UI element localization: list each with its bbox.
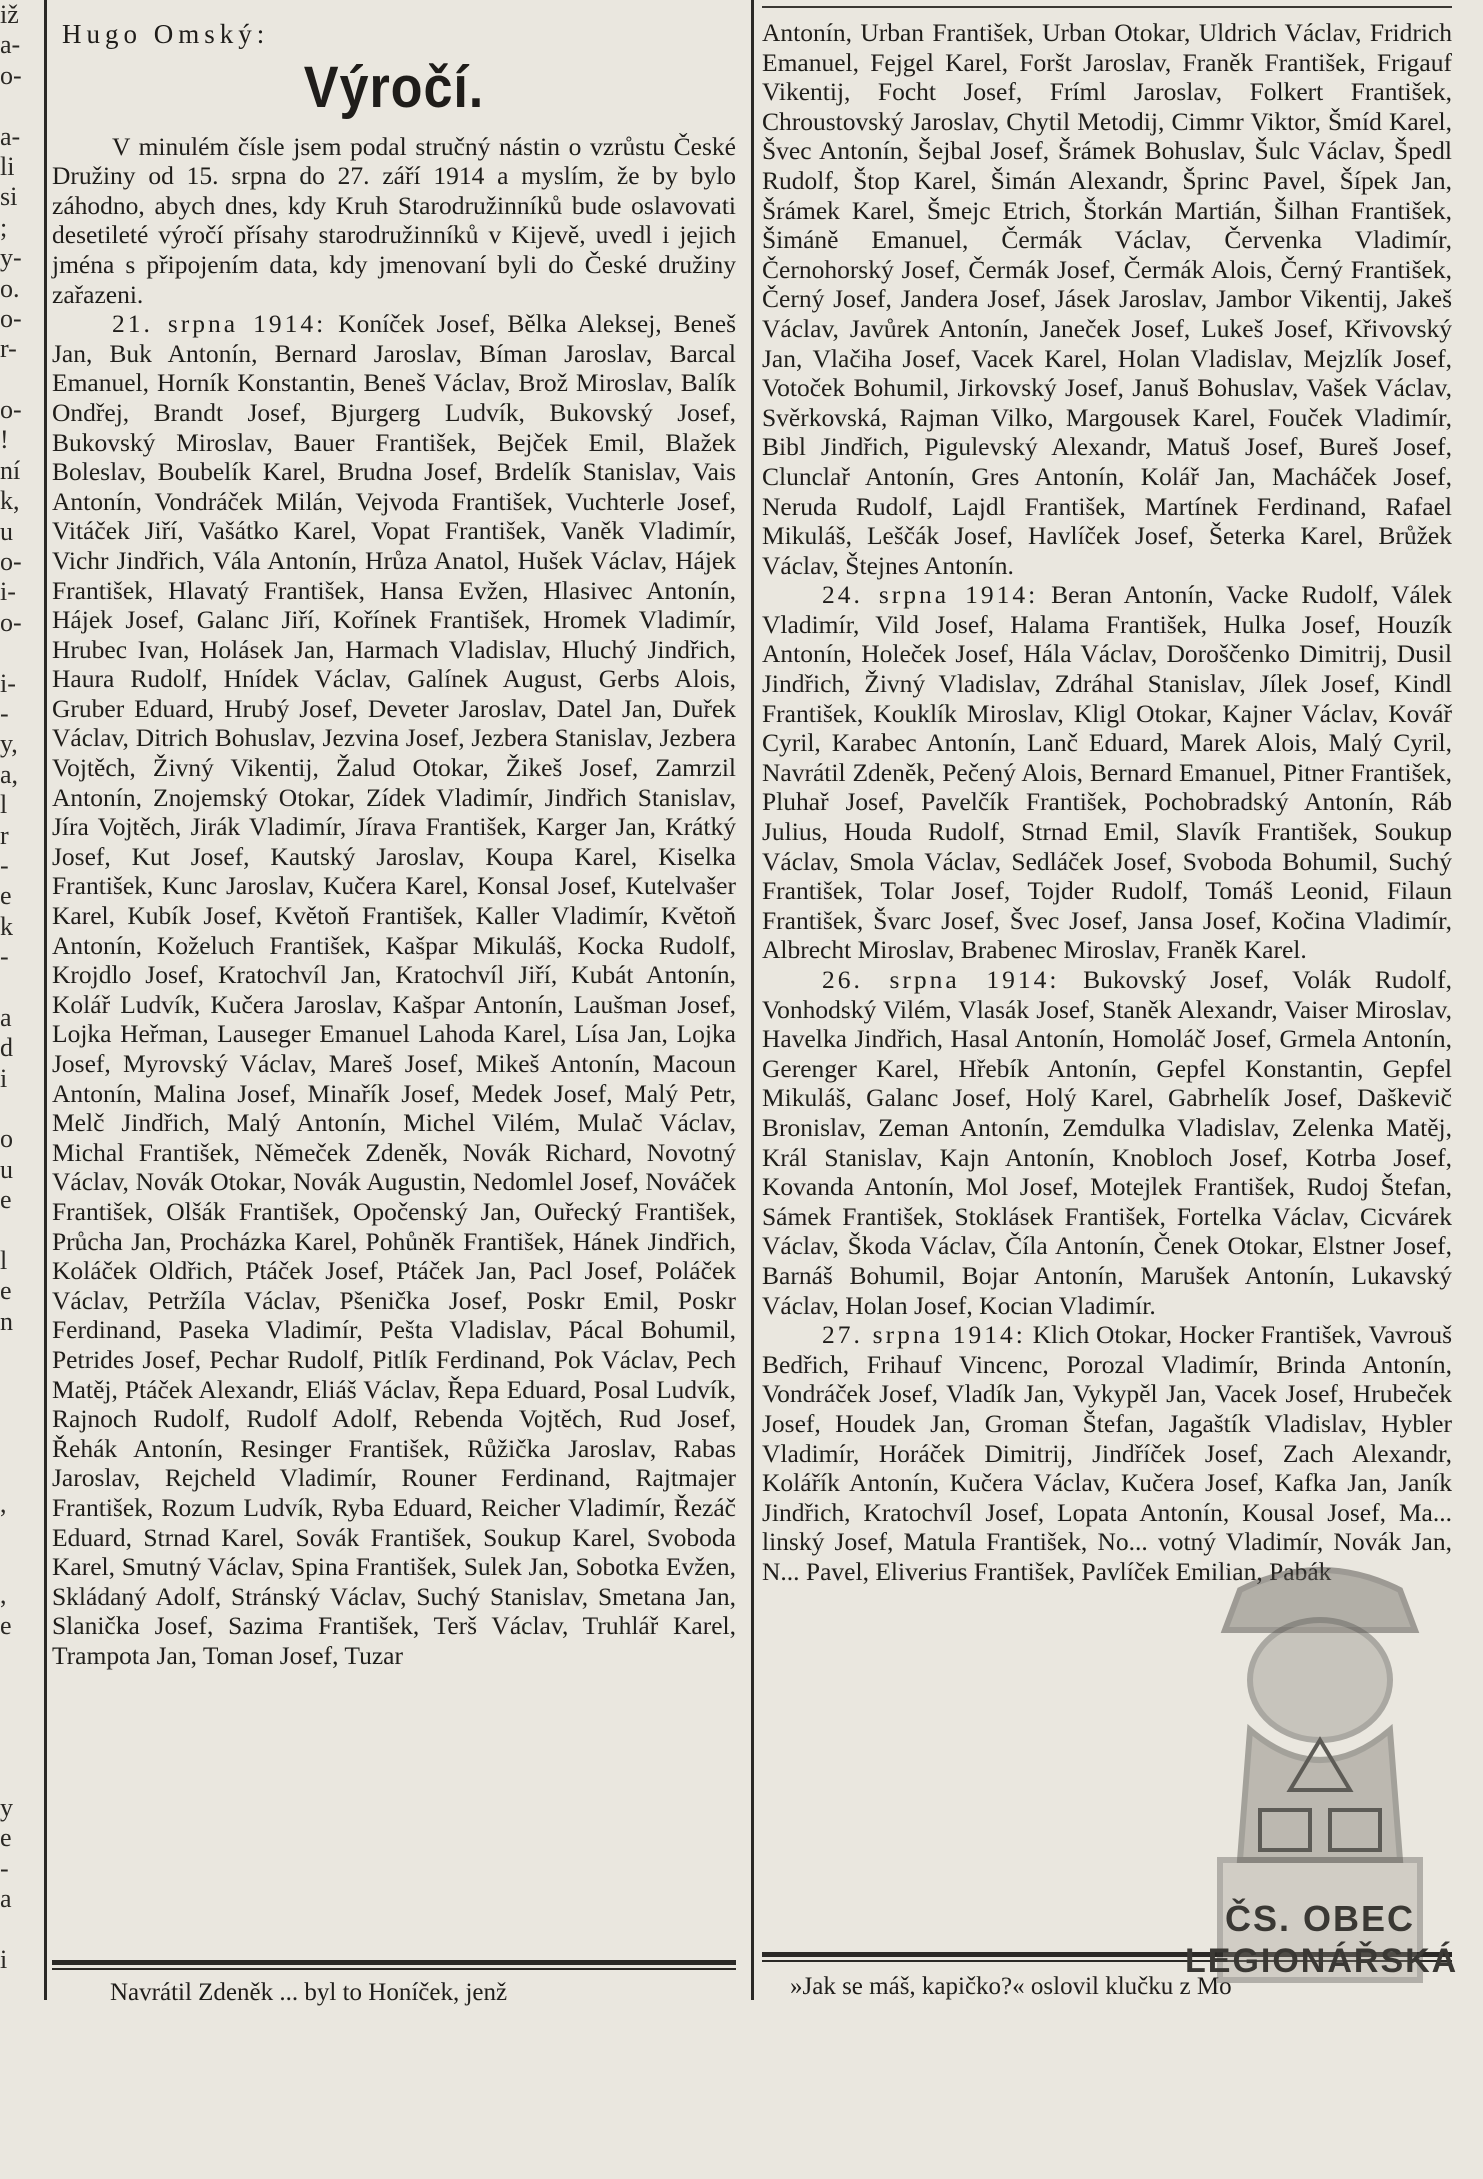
margin-fragment (0, 1459, 40, 1489)
left-margin-fragments (0, 0, 40, 2000)
margin-fragment: - (0, 942, 9, 972)
margin-fragment: n (0, 1306, 13, 1336)
margin-fragment: i- (0, 577, 16, 607)
margin-fragment (0, 1368, 40, 1398)
margin-fragment (0, 1671, 40, 1701)
article-column-left (52, 20, 736, 2179)
margin-fragment (0, 1915, 40, 1945)
margin-fragment: li (0, 151, 15, 181)
margin-fragment: r (0, 820, 9, 850)
margin-fragment: a- (0, 30, 21, 60)
margin-fragment (0, 1216, 40, 1246)
section-date: 27. srpna 1914: (822, 1320, 1026, 1350)
margin-fragment: a (0, 1002, 12, 1032)
article-column-right (762, 18, 1452, 1586)
margin-fragment: e (0, 1276, 12, 1306)
margin-fragment (0, 1975, 40, 2000)
section-date: 26. srpna 1914: (822, 965, 1060, 994)
bottom-rule-left-thin (52, 1968, 736, 1970)
margin-fragment: si (0, 182, 18, 212)
margin-fragment: o (0, 1124, 13, 1154)
margin-fragment: y (0, 1793, 13, 1823)
margin-fragment: r- (0, 334, 17, 364)
next-article-left-snippet: Navrátil Zdeněk ... byl to Honíček, jenž (110, 1979, 508, 2006)
margin-fragment (0, 1702, 40, 1732)
margin-fragment (0, 1732, 40, 1762)
stamp-line-1: ČS. OBEC (1224, 1898, 1416, 1939)
margin-fragment: a, (0, 759, 19, 789)
section-date: 21. srpna 1914: (112, 309, 327, 339)
section-names: Klich Otokar, Hocker František, Vavrouš Bedřich, Frihauf Vincenc, Porozal Vladimír, Brinda Antonín, Vondráček Josef, Vladík Jan, Vykypěl Jan, Vacek Josef, Hrubeček Josef, Houdek Jan, Groman Štefan, Jagaštík Vladislav, Hybler Vladimír, Horáček Dimitrij, Jindříček Josef, Zach Alexandr, Kolářík Antonín, Kučera Václav, Kučera Josef, Kafka Jan, Janík Jindřich, Kratochvíl Josef, Lopata Antonín, Kousal Josef, Ma... linský Josef, Matula František, No... votný Vladimír, Novák Jan, N... Pavel, Eliverius František, Pavlíček Emilian, Pabák (762, 1320, 1452, 1586)
margin-fragment: i- (0, 668, 16, 698)
section-24-august (762, 580, 1452, 965)
margin-fragment (0, 1763, 40, 1793)
section-names: Koníček Josef, Bělka Aleksej, Beneš Jan, Buk Antonín, Bernard Jaroslav, Bíman Jaroslav, Barcal Emanuel, Horník Konstantin, Beneš Václav, Brož Miroslav, Balík Ondřej, Brandt Josef, Bjurgerg Ludvík, Bukovský Josef, Bukovský Miroslav, Bauer František, Bejček Emil, Blažek Boleslav, Boubelík Karel, Brudna Josef, Brdelík Stanislav, Vais Antonín, Vondráček Milán, Vejvoda František, Vuchterle Josef, Vitáček Jiří, Vašátko Karel, Vopat František, Vaněk Vladimír, Vichr Jindřich, Vála Antonín, Hrůza Anatol, Hušek Václav, Hájek František, Hlavatý František, Hansa Evžen, Hlasivec Antonín, Hájek Josef, Galanc Jiří, Kořínek František, Hromek Vladimír, Hrubec Ivan, Holásek Jan, Harmach Vladislav, Hluchý Jindřich, Haura Rudolf, Hnídek Václav, Galínek August, Gerbs Alois, Gruber Eduard, Hrubý Josef, Deveter Jaroslav, Datel Jan, Duřek Václav, Ditrich Bohuslav, Jezvina Josef, Jezbera Stanislav, Jezbera Vojtěch, Živný Vikentij, Žalud Otokar, Žikeš Josef, Zamrzil Antonín, Znojemský Otokar, Zídek Vladimír, Jindřich Stanislav, Jíra Vojtěch, Jirák Vladimír, Jírava František, Karger Jan, Krátký Josef, Kut Josef, Kautský Jaroslav, Koupa Karel, Kiselka František, Kunc Jaroslav, Kučera Karel, Konsal Josef, Kutelvašer Karel, Kubík Josef, Květoň František, Kaller Vladimír, Květoň Antonín, Koželuch František, Kašpar Mikuláš, Kocka Rudolf, Krojdlo Josef, Kratochvíl Jan, Kratochvíl Jiří, Kubát Antonín, Kolář Ludvík, Kučera Jaroslav, Kašpar Antonín, Laušman Josef, Lojka Heřman, Lauseger Emanuel Lahoda Karel, Lísa Jan, Lojka Josef, Myrovský Václav, Mareš Josef, Mikeš Antonín, Macoun Antonín, Malina Josef, Minařík Josef, Medek Josef, Malý Petr, Melč Jindřich, Malý Antonín, Michel Vilém, Mulač Václav, Michal František, Němeček Zdeněk, Novák Richard, Novotný Václav, Novák Otokar, Novák Augustin, Nedomlel Josef, Nováček František, Olšák František, Opočenský Jan, Ouřecký František, Průcha Jan, Procházka Karel, Pohůněk František, Hánek Jindřich, Koláček Oldřich, Ptáček Josef, Ptáček Jan, Pacl Josef, Poláček Václav, Petržíla Václav, Pšenička Josef, Poskr Emil, Poskr Ferdinand, Paseka Vladimír, Pešta Vladislav, Pácal Bohumil, Petrides Josef, Pechar Rudolf, Pitlík Ferdinand, Pok Václav, Pech Matěj, Ptáček Alexandr, Eliáš Václav, Řepa Eduard, Posal Ludvík, Rajnoch Rudolf, Rudolf Adolf, Rebenda Vojtěch, Rud Josef, Řehák Antonín, Resinger František, Růžička Jaroslav, Rabas Jaroslav, Rejcheld Vladimír, Rouner Ferdinand, Rajtmajer František, Rozum Ludvík, Ryba Eduard, Reicher Vladimír, Řezáč Eduard, Strnad Karel, Sovák František, Soukup Karel, Svoboda Karel, Smutný Václav, Spina František, Sulek Jan, Sobotka Evžen, Skládaný Adolf, Stránský Václav, Suchý Stanislav, Smetana Jan, Slanička Josef, Sazima František, Terš Václav, Truhlář Karel, Trampota Jan, Toman Josef, Tuzar (52, 309, 736, 1670)
margin-fragment: d (0, 1033, 13, 1063)
margin-fragment: k, (0, 486, 20, 516)
margin-fragment: u (0, 1154, 13, 1184)
column-rule-center (751, 0, 754, 2000)
margin-fragment (0, 638, 40, 668)
article-title: Výročí. (303, 54, 485, 120)
margin-fragment: a (0, 1884, 12, 1914)
margin-fragment: o- (0, 607, 22, 637)
margin-fragment: a- (0, 121, 21, 151)
margin-fragment: e (0, 1185, 12, 1215)
section-26-august (762, 965, 1452, 1320)
margin-fragment (0, 1550, 40, 1580)
margin-fragment: e (0, 1823, 12, 1853)
margin-fragment: e (0, 881, 12, 911)
stamp-line-2: LEGIONÁŘSKÁ (1185, 1942, 1459, 1980)
article-author: Hugo Omský: (62, 19, 270, 49)
margin-fragment (0, 973, 40, 1003)
article-intro: V minulém čísle jsem podal stručný nástin o vzrůstu České Družiny od 15. srpna do 27. září 1914 a myslím, že by bylo záhodno, abych dnes, kdy Kruh Starodružinníků bude oslavovati desetileté výročí přísahy starodružinníků v Kijevě, uvedl i jejich jména s připojením data, kdy jmenovaní byli do České družiny zařazeni. (52, 131, 736, 309)
section-names: Beran Antonín, Vacke Rudolf, Válek Vladimír, Vild Josef, Halama František, Hulka Josef, Houzík Antonín, Holeček Josef, Hála Václav, Doroščenko Dimitrij, Dusil Jindřich, Živný Vladislav, Zdráhal Stanislav, Jílek Josef, Kindl František, Kouklík Miroslav, Kligl Otokar, Kajner Václav, Kovář Cyril, Karabec Antonín, Lanč Eduard, Marek Alois, Malý Cyril, Navrátil Zdeněk, Pečený Alois, Bernard Emanuel, Pitner František, Pluhař Josef, Pavelčík František, Pochobradský Antonín, Ráb Julius, Houda Rudolf, Strnad Emil, Slavík František, Soukup Václav, Smola Václav, Sedláček Josef, Svoboda Bohumil, Suchý František, Tolar Josef, Tojder Rudolf, Tomáš Leonid, Filaun František, Švarc Josef, Švec Josef, Jansa Josef, Kočina Vladimír, Albrecht Miroslav, Brabenec Miroslav, Franěk Karel. (762, 580, 1452, 965)
margin-fragment: o- (0, 303, 22, 333)
bottom-rule-left (52, 1960, 736, 1965)
top-rule-right (762, 6, 1452, 8)
margin-fragment: l (0, 1246, 8, 1276)
margin-fragment: iž (0, 0, 19, 29)
margin-fragment: y, (0, 729, 18, 759)
margin-fragment: o. (0, 273, 20, 303)
margin-fragment: y- (0, 243, 22, 273)
margin-fragment: , (0, 1580, 7, 1610)
margin-fragment: ! (0, 425, 9, 455)
margin-fragment: i (0, 1945, 8, 1974)
margin-fragment: k (0, 911, 13, 941)
section-21-august (52, 309, 736, 2179)
margin-fragment: e (0, 1610, 12, 1640)
next-article-right-snippet: »Jak se máš, kapičko?« oslovil klučku z Mo (790, 1973, 1232, 2000)
margin-fragment: - (0, 850, 9, 880)
margin-fragment: ; (0, 212, 8, 242)
margin-fragment: - (0, 698, 9, 728)
margin-fragment: u (0, 516, 13, 546)
margin-fragment: o- (0, 547, 22, 577)
section-names: Bukovský Josef, Volák Rudolf, Vonhodský Vilém, Vlasák Josef, Staněk Alexandr, Vaiser Miroslav, Havelka Jindřich, Hasal Antonín, Homoláč Josef, Grmela Antonín, Gerenger Karel, Hřebík Antonín, Gepfel Konstantin, Gepfel Mikuláš, Galanc Josef, Holý Karel, Gabrhelík Josef, Daškevič Bronislav, Zeman Antonín, Zemdulka Vladislav, Zelenka Matěj, Král Stanislav, Kajn Antonín, Knobloch Josef, Kotrba Josef, Kovanda Antonín, Mol Josef, Motejlek František, Rudoj Štefan, Sámek František, Stoklásek František, Fortelka Václav, Cicvárek Václav, Škoda Václav, Číla Antonín, Čenek Otokar, Elstner Josef, Barnáš Bohumil, Bojar Antonín, Marušek Antonín, Lukavský Václav, Holan Josef, Kocian Vladimír. (762, 965, 1452, 1320)
margin-fragment (0, 1641, 40, 1671)
section-date: 24. srpna 1914: (822, 580, 1039, 610)
margin-fragment: , (0, 1489, 7, 1519)
margin-fragment (0, 1337, 40, 1367)
margin-fragment: o- (0, 60, 22, 90)
margin-fragment (0, 1520, 40, 1550)
column-rule-left (44, 0, 47, 2000)
section-27-august (762, 1320, 1452, 1586)
margin-fragment (0, 1094, 40, 1124)
section-21-august-continued: Antonín, Urban František, Urban Otokar, Uldrich Václav, Fridrich Emanuel, Fejgel Karel, Foršt Jaroslav, Franěk František, Frigauf Vikentij, Focht Josef, Fríml Jaroslav, Folkert František, Chroustovský Jaroslav, Chytil Metodij, Cimmr Viktor, Šmíd Karel, Švec Antonín, Šejbal Josef, Šrámek Bohuslav, Šulc Václav, Špedl Rudolf, Štop Karel, Šimán Alexandr, Šprinc Pavel, Šípek Jan, Šrámek Karel, Šmejc Etrich, Štorkán Martián, Šilhan František, Šimáně Emanuel, Čermák Václav, Červenka Vladimír, Černohorský Josef, Čermák Josef, Čermák Alois, Černý František, Černý Josef, Jandera Josef, Jásek Jaroslav, Jambor Vikentij, Jakeš Václav, Javůrek Antonín, Janeček Josef, Lukeš Josef, Křivovský Jan, Vlačiha Josef, Vacek Karel, Holan Vladislav, Mejzlík Josef, Votoček Bohumil, Jirkovský Josef, Januš Bohuslav, Vašek Václav, Svěrkovská, Rajman Vilko, Margousek Karel, Fouček Vladimír, Bibl Jindřich, Pigulevský Alexandr, Matuš Josef, Bureš Josef, Clunclař Antonín, Gres Antonín, Kolář Jan, Macháček Josef, Neruda Rudolf, Lajdl František, Martínek Ferdinand, Rafael Mikuláš, Leščák Josef, Havlíček Josef, Šeterka Karel, Brůžek Václav, Štejnes Antonín. (762, 18, 1452, 580)
margin-fragment: ní (0, 455, 21, 485)
margin-fragment: o- (0, 395, 22, 425)
margin-fragment: l (0, 790, 8, 820)
margin-fragment (0, 365, 40, 395)
margin-fragment (0, 91, 40, 121)
margin-fragment (0, 1428, 40, 1458)
margin-fragment: i (0, 1063, 8, 1093)
margin-fragment: - (0, 1853, 9, 1883)
margin-fragment (0, 1398, 40, 1428)
